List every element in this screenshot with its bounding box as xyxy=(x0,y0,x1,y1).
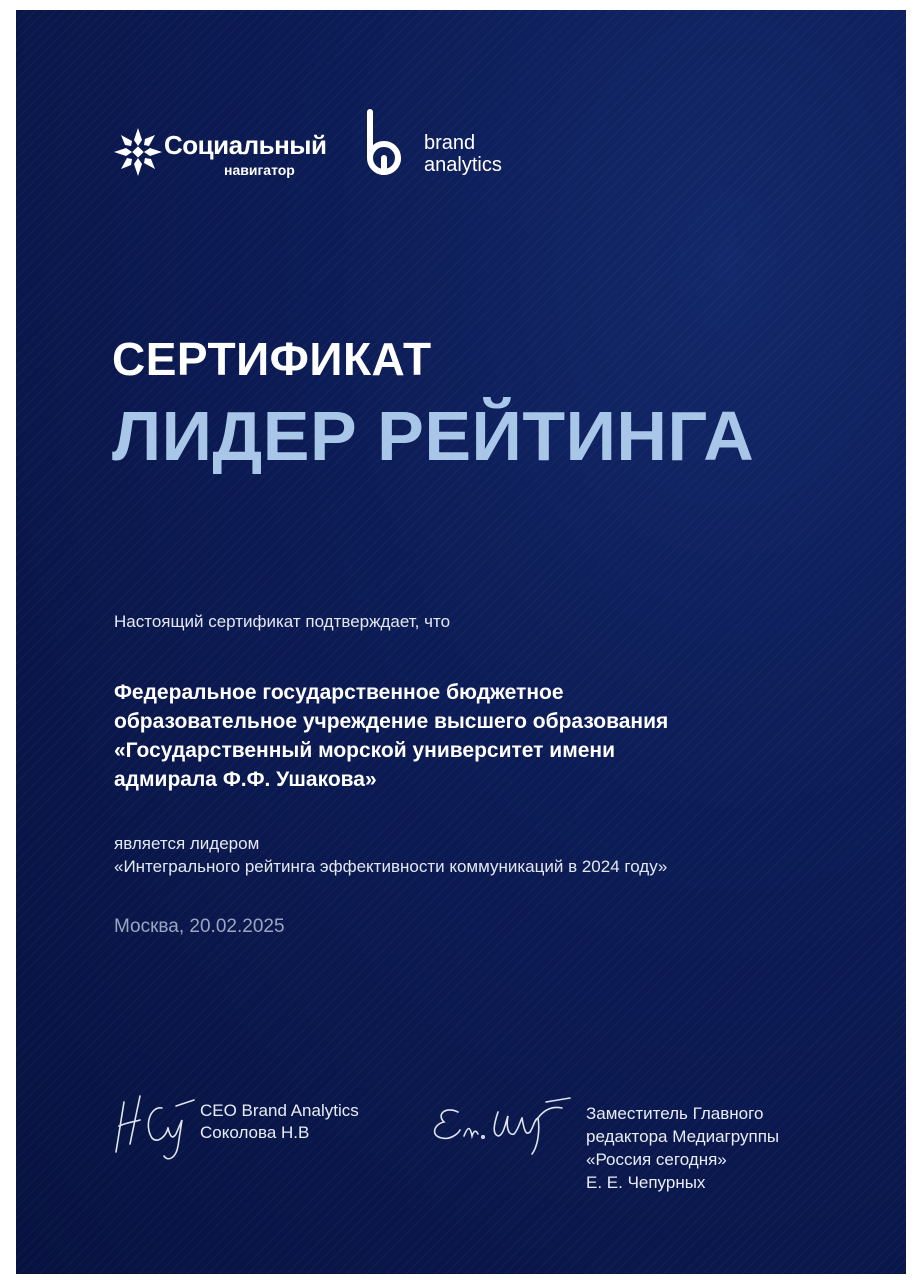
brand-analytics-icon xyxy=(360,106,416,182)
social-navigator-logo xyxy=(112,122,327,186)
social-navigator-title: Социальный xyxy=(164,130,327,160)
signatory-1-line: Соколова Н.В xyxy=(200,1123,310,1142)
certificate xyxy=(16,10,906,1274)
signatory-2-line: «Россия сегодня» xyxy=(586,1150,727,1169)
snowflake-logo-icon xyxy=(112,126,164,178)
place-date: Москва, 20.02.2025 xyxy=(114,916,285,937)
brand-analytics-wordmark xyxy=(424,132,502,176)
leader-line: «Интегрального рейтинга эффективности коммуникаций в 2024 году» xyxy=(114,857,668,876)
organization-line: адмирала Ф.Ф. Ушакова» xyxy=(114,768,377,791)
leader-line: является лидером xyxy=(114,834,260,853)
signatory-1 xyxy=(200,1100,359,1144)
certificate-heading: СЕРТИФИКАТ xyxy=(112,333,432,385)
signatory-2-line: Е. Е. Чепурных xyxy=(586,1173,706,1192)
certificate-subheading: ЛИДЕР РЕЙТИНГА xyxy=(112,397,755,475)
signature-sokolova xyxy=(110,1086,198,1166)
brand-analytics-logo xyxy=(360,106,540,186)
brand-analytics-line2: analytics xyxy=(424,154,502,176)
signatory-1-line: CEO Brand Analytics xyxy=(200,1101,359,1120)
organization-line: Федеральное государственное бюджетное xyxy=(114,681,564,704)
leader-statement xyxy=(114,832,667,878)
social-navigator-subtitle: навигатор xyxy=(224,162,295,178)
intro-text: Настоящий сертификат подтверждает, что xyxy=(114,612,451,631)
signatory-2-line: редактора Медиагруппы xyxy=(586,1127,780,1146)
organization-name xyxy=(114,678,834,794)
organization-line: образовательное учреждение высшего образования xyxy=(114,710,669,733)
signatory-2 xyxy=(586,1102,779,1194)
organization-line: «Государственный морской университет имени xyxy=(114,739,616,762)
signature-chepurnykh xyxy=(428,1090,578,1160)
signatory-2-line: Заместитель Главного xyxy=(586,1104,764,1123)
brand-analytics-line1: brand xyxy=(424,132,476,154)
